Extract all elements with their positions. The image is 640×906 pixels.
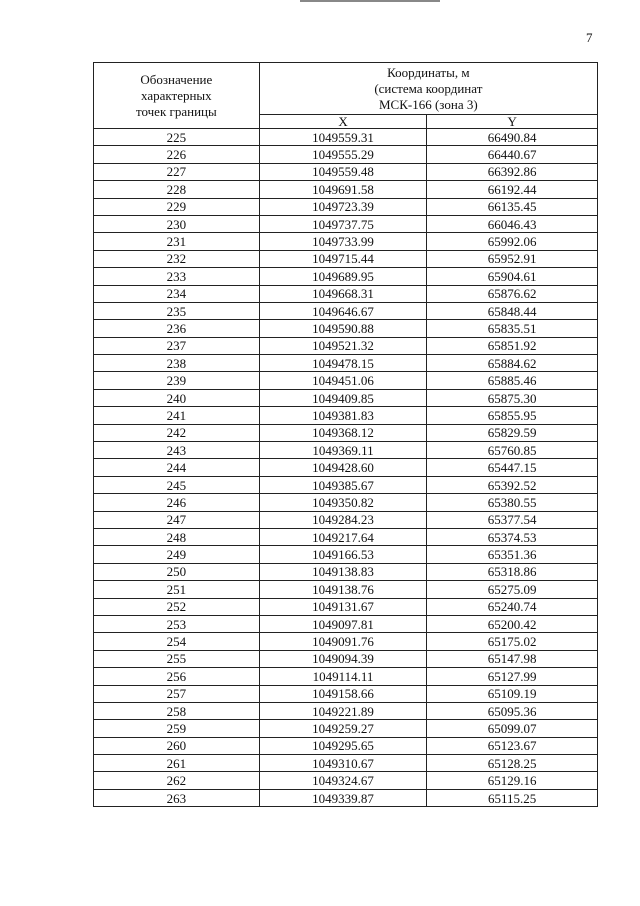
y-coordinate-cell: 65099.07	[427, 720, 598, 737]
point-id-cell: 243	[94, 442, 260, 459]
point-id-cell: 239	[94, 372, 260, 389]
x-coordinate-cell: 1049310.67	[259, 755, 427, 772]
y-coordinate-cell: 65885.46	[427, 372, 598, 389]
table-row	[94, 789, 598, 806]
y-coordinate-cell: 65240.74	[427, 598, 598, 615]
table-row	[94, 372, 598, 389]
y-coordinate-cell: 65447.15	[427, 459, 598, 476]
point-id-cell: 242	[94, 424, 260, 441]
point-id-cell: 233	[94, 268, 260, 285]
table-row	[94, 755, 598, 772]
x-coordinate-cell: 1049668.31	[259, 285, 427, 302]
x-coordinate-cell: 1049259.27	[259, 720, 427, 737]
y-coordinate-cell: 65851.92	[427, 337, 598, 354]
page-number: 7	[586, 30, 593, 45]
point-id-cell: 254	[94, 633, 260, 650]
point-id-cell: 255	[94, 650, 260, 667]
x-coordinate-cell: 1049451.06	[259, 372, 427, 389]
x-coordinate-cell: 1049559.31	[259, 129, 427, 146]
y-coordinate-cell: 66192.44	[427, 181, 598, 198]
point-id-cell: 261	[94, 755, 260, 772]
y-coordinate-cell: 66135.45	[427, 198, 598, 215]
coordinates-table	[93, 62, 598, 807]
table-row	[94, 215, 598, 232]
point-id-cell: 234	[94, 285, 260, 302]
table-row	[94, 285, 598, 302]
table-row	[94, 250, 598, 267]
y-coordinate-cell: 65128.25	[427, 755, 598, 772]
x-coordinate-cell: 1049094.39	[259, 650, 427, 667]
y-coordinate-cell: 65884.62	[427, 355, 598, 372]
table-row	[94, 163, 598, 180]
x-coordinate-cell: 1049091.76	[259, 633, 427, 650]
point-id-cell: 244	[94, 459, 260, 476]
table-row	[94, 198, 598, 215]
y-coordinate-cell: 65175.02	[427, 633, 598, 650]
x-coordinate-cell: 1049217.64	[259, 528, 427, 545]
coords-header-line: (система координат	[374, 80, 483, 96]
x-coordinate-cell: 1049368.12	[259, 424, 427, 441]
x-coordinate-cell: 1049295.65	[259, 737, 427, 754]
table-row	[94, 581, 598, 598]
point-id-cell: 260	[94, 737, 260, 754]
table-row	[94, 702, 598, 719]
point-id-cell: 229	[94, 198, 260, 215]
point-id-cell: 258	[94, 702, 260, 719]
point-id-cell: 238	[94, 355, 260, 372]
x-coordinate-cell: 1049369.11	[259, 442, 427, 459]
point-header-line: точек границы	[135, 103, 217, 119]
table-row	[94, 650, 598, 667]
x-coordinate-cell: 1049114.11	[259, 668, 427, 685]
y-coordinate-cell: 65855.95	[427, 407, 598, 424]
y-coordinate-cell: 66392.86	[427, 163, 598, 180]
x-coordinate-cell: 1049689.95	[259, 268, 427, 285]
point-header-line: Обозначение	[140, 71, 213, 87]
x-coordinate-cell: 1049097.81	[259, 615, 427, 632]
point-id-cell: 249	[94, 546, 260, 563]
y-coordinate-cell: 65095.36	[427, 702, 598, 719]
point-id-cell: 262	[94, 772, 260, 789]
table-row	[94, 389, 598, 406]
x-coordinate-cell: 1049131.67	[259, 598, 427, 615]
y-coordinate-cell: 66440.67	[427, 146, 598, 163]
point-id-cell: 228	[94, 181, 260, 198]
table-row	[94, 129, 598, 146]
x-coordinate-cell: 1049521.32	[259, 337, 427, 354]
x-coordinate-cell: 1049737.75	[259, 215, 427, 232]
point-id-cell: 252	[94, 598, 260, 615]
point-id-cell: 232	[94, 250, 260, 267]
y-coordinate-cell: 65848.44	[427, 302, 598, 319]
table-row	[94, 476, 598, 493]
point-id-cell: 257	[94, 685, 260, 702]
point-id-cell: 250	[94, 563, 260, 580]
point-id-cell: 247	[94, 511, 260, 528]
y-coordinate-cell: 65835.51	[427, 320, 598, 337]
table-row	[94, 424, 598, 441]
x-coordinate-cell: 1049715.44	[259, 250, 427, 267]
point-id-cell: 236	[94, 320, 260, 337]
y-coordinate-cell: 65127.99	[427, 668, 598, 685]
y-coordinate-cell: 66046.43	[427, 215, 598, 232]
table-row	[94, 181, 598, 198]
x-coordinate-cell: 1049733.99	[259, 233, 427, 250]
x-coordinate-cell: 1049221.89	[259, 702, 427, 719]
point-column-header	[94, 63, 260, 129]
table-row	[94, 442, 598, 459]
table-row	[94, 268, 598, 285]
point-id-cell: 241	[94, 407, 260, 424]
scan-top-mark	[300, 0, 440, 2]
table-row	[94, 302, 598, 319]
y-column-header: Y	[427, 115, 598, 129]
table-row	[94, 337, 598, 354]
y-coordinate-cell: 65760.85	[427, 442, 598, 459]
y-coordinate-cell: 65380.55	[427, 494, 598, 511]
point-header-line: характерных	[141, 87, 212, 103]
point-id-cell: 251	[94, 581, 260, 598]
coords-header-line: Координаты, м	[387, 64, 470, 80]
table-row	[94, 407, 598, 424]
x-coordinate-cell: 1049138.76	[259, 581, 427, 598]
y-coordinate-cell: 65200.42	[427, 615, 598, 632]
table-row	[94, 685, 598, 702]
point-id-cell: 245	[94, 476, 260, 493]
y-coordinate-cell: 65904.61	[427, 268, 598, 285]
table-row	[94, 563, 598, 580]
point-id-cell: 248	[94, 528, 260, 545]
table-row	[94, 633, 598, 650]
y-coordinate-cell: 65147.98	[427, 650, 598, 667]
point-id-cell: 230	[94, 215, 260, 232]
y-coordinate-cell: 65109.19	[427, 685, 598, 702]
x-column-header: X	[259, 115, 427, 129]
point-id-cell: 240	[94, 389, 260, 406]
point-id-cell: 256	[94, 668, 260, 685]
point-id-cell: 226	[94, 146, 260, 163]
table-row	[94, 598, 598, 615]
table-row	[94, 511, 598, 528]
table-row	[94, 146, 598, 163]
point-id-cell: 237	[94, 337, 260, 354]
y-coordinate-cell: 65318.86	[427, 563, 598, 580]
table-row	[94, 668, 598, 685]
table-row	[94, 528, 598, 545]
y-coordinate-cell: 65392.52	[427, 476, 598, 493]
y-coordinate-cell: 65374.53	[427, 528, 598, 545]
coordinates-group-header	[259, 63, 597, 115]
table-row	[94, 320, 598, 337]
y-coordinate-cell: 65875.30	[427, 389, 598, 406]
x-coordinate-cell: 1049646.67	[259, 302, 427, 319]
y-coordinate-cell: 65829.59	[427, 424, 598, 441]
table-row	[94, 459, 598, 476]
table-row	[94, 355, 598, 372]
x-coordinate-cell: 1049339.87	[259, 789, 427, 806]
y-coordinate-cell: 65123.67	[427, 737, 598, 754]
x-coordinate-cell: 1049138.83	[259, 563, 427, 580]
point-id-cell: 263	[94, 789, 260, 806]
x-coordinate-cell: 1049590.88	[259, 320, 427, 337]
y-coordinate-cell: 65115.25	[427, 789, 598, 806]
x-coordinate-cell: 1049691.58	[259, 181, 427, 198]
x-coordinate-cell: 1049555.29	[259, 146, 427, 163]
x-coordinate-cell: 1049478.15	[259, 355, 427, 372]
x-coordinate-cell: 1049324.67	[259, 772, 427, 789]
y-coordinate-cell: 65129.16	[427, 772, 598, 789]
point-id-cell: 227	[94, 163, 260, 180]
table-row	[94, 720, 598, 737]
y-coordinate-cell: 65351.36	[427, 546, 598, 563]
point-id-cell: 259	[94, 720, 260, 737]
x-coordinate-cell: 1049350.82	[259, 494, 427, 511]
y-coordinate-cell: 65275.09	[427, 581, 598, 598]
x-coordinate-cell: 1049284.23	[259, 511, 427, 528]
x-coordinate-cell: 1049166.53	[259, 546, 427, 563]
y-coordinate-cell: 65992.06	[427, 233, 598, 250]
x-coordinate-cell: 1049409.85	[259, 389, 427, 406]
coords-header-line: МСК-166 (зона 3)	[379, 96, 478, 112]
point-id-cell: 225	[94, 129, 260, 146]
y-coordinate-cell: 65377.54	[427, 511, 598, 528]
x-coordinate-cell: 1049723.39	[259, 198, 427, 215]
x-coordinate-cell: 1049381.83	[259, 407, 427, 424]
table-body	[94, 129, 598, 807]
point-id-cell: 235	[94, 302, 260, 319]
y-coordinate-cell: 65952.91	[427, 250, 598, 267]
x-coordinate-cell: 1049158.66	[259, 685, 427, 702]
point-id-cell: 253	[94, 615, 260, 632]
table-row	[94, 494, 598, 511]
point-id-cell: 246	[94, 494, 260, 511]
point-id-cell: 231	[94, 233, 260, 250]
table-row	[94, 772, 598, 789]
table-row	[94, 615, 598, 632]
x-coordinate-cell: 1049385.67	[259, 476, 427, 493]
y-coordinate-cell: 66490.84	[427, 129, 598, 146]
table-row	[94, 737, 598, 754]
table-row	[94, 546, 598, 563]
x-coordinate-cell: 1049428.60	[259, 459, 427, 476]
table-row	[94, 233, 598, 250]
y-coordinate-cell: 65876.62	[427, 285, 598, 302]
x-coordinate-cell: 1049559.48	[259, 163, 427, 180]
